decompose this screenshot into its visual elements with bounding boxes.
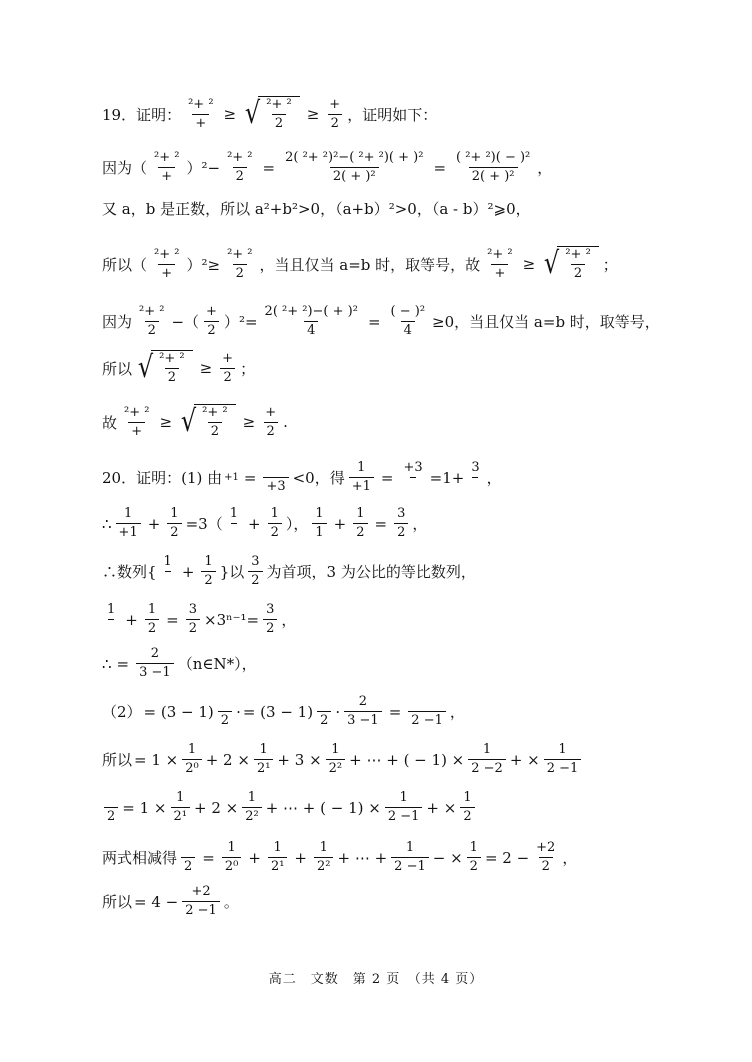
p20-line-1: 20．证明：(1) 由 +1 = +3 <0，得 $\frac{1}{+1}$ = +3 =1+ 3 ， bbox=[102, 460, 502, 494]
p20-line-5: ∴ = $\frac{2}{3 -1}$ （n∈N*）， bbox=[102, 646, 257, 680]
p19-line-3: 又 a，b 是正数，所以 a²+b²>0，（a+b）²>0，（a - b）²⩾0， bbox=[102, 200, 531, 218]
p20-line-2: ∴ $\frac{1}{+1}$ + $\frac{1}{2}$ =3（ 1 + $\frac{1}{2}$ ）， $\frac{1}{1}$ + $\frac{1}{2}$ = $\frac{3}{2}$ ， bbox=[102, 506, 428, 540]
square-root: √ $\frac{\text{²+ ²}}{2}$ bbox=[136, 350, 193, 386]
page-footer: 高二 文数 第 2 页 （共 4 页） bbox=[268, 972, 484, 987]
p20-line-8: 2 = 1 × $\frac{1}{\text{2¹}}$ + 2 × $\frac{1}{\text{2²}}$ + ⋯ + ( − 1) × $\frac{1}{2 -1}$ + × $\frac{1}{2}$ bbox=[102, 790, 732, 825]
square-root: √ $\frac{\text{²+ ²}}{2}$ bbox=[179, 404, 236, 440]
p19-line-1: 19．证明： $\frac{\text{²+ ²}}{+}$ ≥ √ $\frac{\text{²+ ²}}{2}$ ≥ $\frac{+}{2}$ ，证明如下： bbox=[102, 96, 438, 131]
p19-line-6: 所以 √ $\frac{\text{²+ ²}}{2}$ ≥ $\frac{+}{2}$ ； bbox=[102, 350, 256, 385]
p20-line-3: ∴数列{ 1 + $\frac{1}{2}$ }以 $\frac{3}{2}$ 为首项，3 为公比的等比数列， bbox=[102, 554, 476, 588]
p19-line-4: 所以（ $\frac{\text{²+ ²}}{+}$ ）²≥ $\frac{\text{²+ ²}}{2}$ ，当且仅当 a=b 时，取等号，故 $\frac{\text{²+ ²}}{+}$ ≥ √ $\frac{\text{²+ ²}}{2}$ ； bbox=[102, 246, 618, 281]
p20-line-7: 所以 = 1 × $\frac{1}{\text{2⁰}}$ + 2 × $\frac{1}{\text{2¹}}$ + 3 × $\frac{1}{\text{2²}}$ + ⋯ + ( − 1) × $\frac{1}{2 -2}$ + × $\frac{1}{2 -1}$ bbox=[102, 742, 732, 777]
p20-line-4: 1 + $\frac{1}{2}$ = $\frac{3}{2}$ ×3ⁿ⁻¹= $\frac{3}{2}$ ， bbox=[107, 602, 297, 636]
fraction: $\frac{+}{2}$ bbox=[329, 96, 341, 131]
p20-line-10: 所以 = 4 − $\frac{+2}{2 -1}$ 。 bbox=[102, 884, 239, 918]
p19-line-5: 因为 $\frac{\text{²+ ²}}{2}$ −（ $\frac{+}{2}$ ）²= $\frac{\text{2( ²+ ²)−( + )²}}{4}$ = $\frac{\text{( − )²}}{4}$ ≥0，当且仅当 a=b 时，取等号， bbox=[102, 304, 660, 338]
fraction: $\frac{\text{2( ²+ ²)²−( ²+ ²)( + )²}}{\text{2( + )²}}$ bbox=[285, 150, 424, 184]
p19-line-7: 故 $\frac{\text{²+ ²}}{+}$ ≥ √ $\frac{\text{²+ ²}}{2}$ ≥ $\frac{+}{2}$ . bbox=[102, 404, 288, 439]
p20-label: 20．证明：(1) 由 bbox=[102, 469, 223, 487]
p20-line-9: 两式相减得 2 = $\frac{1}{\text{2⁰}}$ + $\frac{1}{\text{2¹}}$ + $\frac{1}{\text{2²}}$ + ⋯ + $\frac{1}{2 -1}$ − × $\frac{1}{2}$ = 2 − $\frac{+2}{2}$ ， bbox=[102, 840, 578, 874]
p20-line-6: （2） = (3 − 1) 2 · = (3 − 1) 2 · $\frac{2}{3 -1}$ = 2 −1 ， bbox=[102, 694, 465, 728]
fraction: $\frac{\text{( ²+ ²)( − )²}}{\text{2( + )²}}$ bbox=[456, 150, 531, 184]
square-root: √ $\frac{\text{²+ ²}}{2}$ bbox=[542, 246, 599, 282]
fraction: $\frac{\text{²+ ²}}{+}$ bbox=[154, 150, 180, 184]
p19-line-2: 因为（ $\frac{\text{²+ ²}}{+}$ ）²− $\frac{\text{²+ ²}}{2}$ = $\frac{\text{2( ²+ ²)²−( ²+ ²)( + )²}}{\text{2( + )²}}$ = $\frac{\text{( ²+ ²)( − )²}}{\text{2( + )²}}$ ， bbox=[102, 150, 553, 184]
fraction: $\frac{\text{²+ ²}}{2}$ bbox=[227, 150, 253, 184]
p19-label: 19．证明： bbox=[102, 105, 182, 124]
fraction: $\frac{\text{²+ ²}}{+}$ bbox=[188, 96, 214, 131]
square-root: √ $\frac{\text{²+ ²}}{2}$ bbox=[243, 96, 300, 132]
